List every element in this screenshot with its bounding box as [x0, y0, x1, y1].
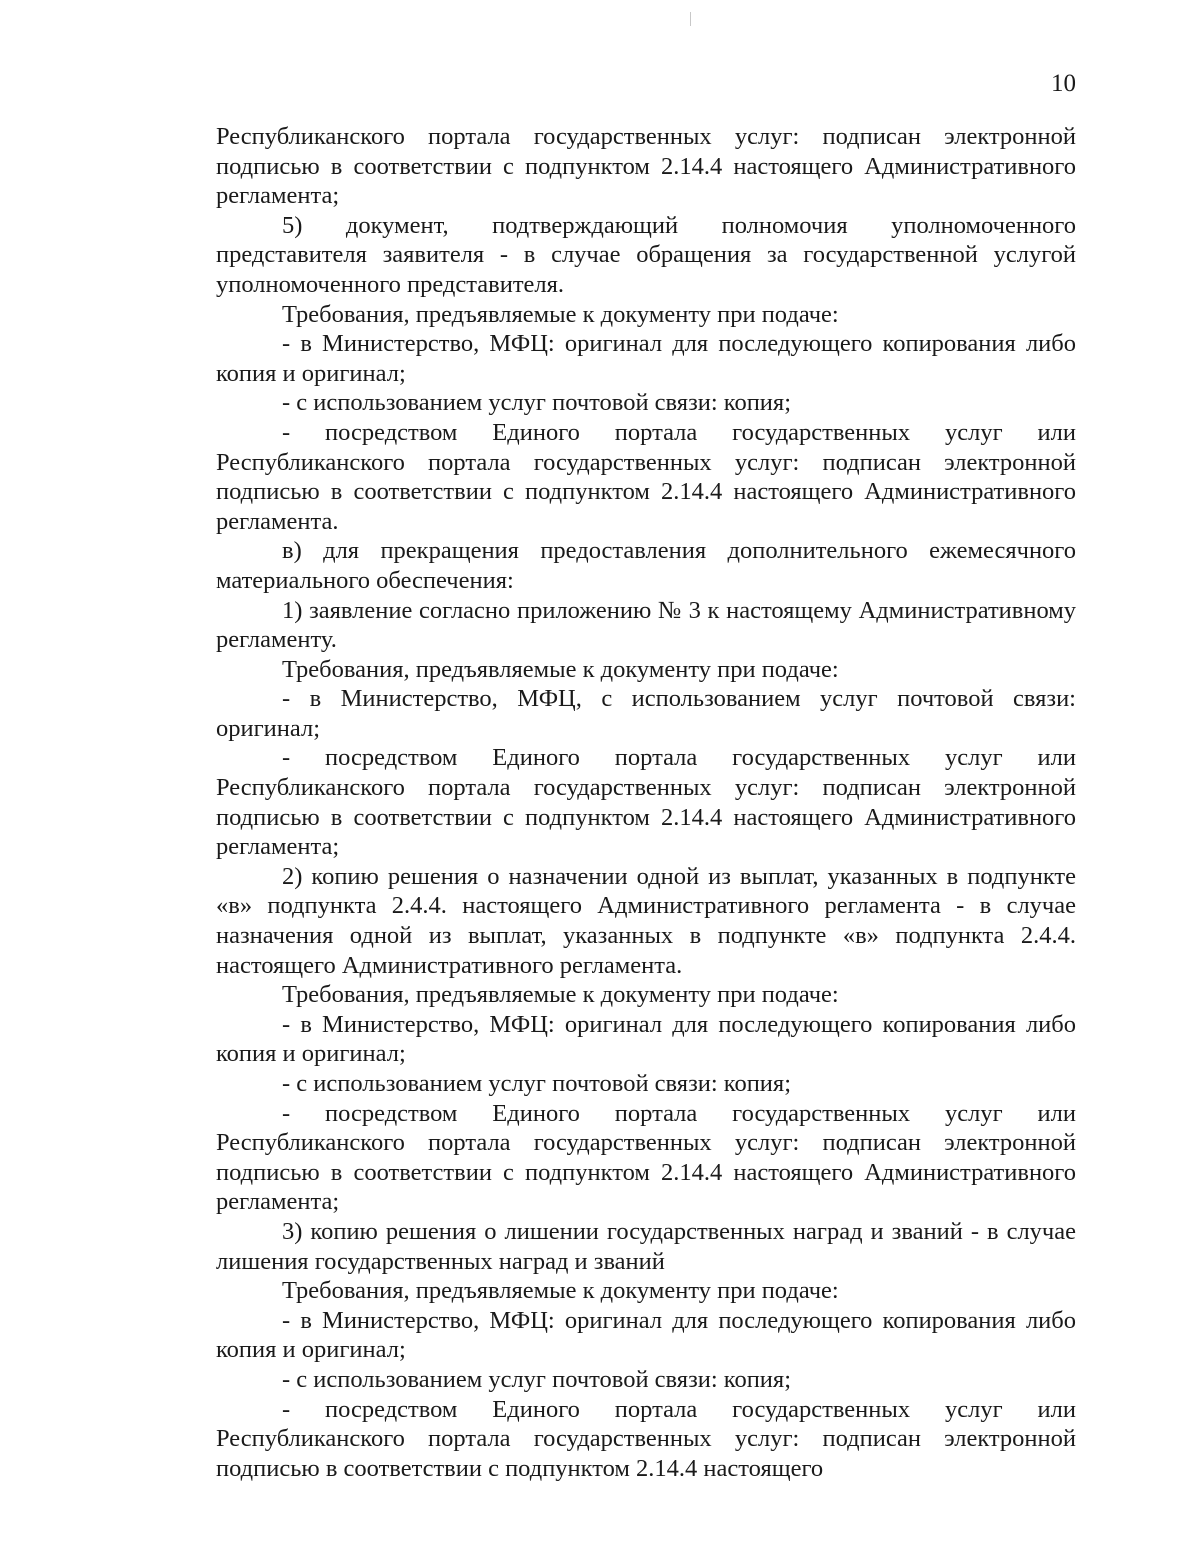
paragraph: 1) заявление согласно приложению № 3 к настоящему Административному регламенту.	[216, 596, 1076, 654]
paragraph: Требования, предъявляемые к документу при подаче:	[282, 1277, 839, 1305]
paragraph: - с использованием услуг почтовой связи: копия;	[282, 1365, 791, 1393]
paragraph: Требования, предъявляемые к документу при подаче:	[282, 981, 839, 1009]
paragraph: Требования, предъявляемые к документу при подаче:	[282, 300, 839, 328]
paragraph: в) для прекращения предоставления дополнительного ежемесячного материального обеспечения:	[216, 537, 1076, 594]
paragraph: - посредством Единого портала государственных услуг или Республиканского портала государственных услуг: подписан электронной подписью в соответствии с подпунктом 2.14.4 настоящего Административного регламента.	[216, 418, 1076, 535]
paragraph: - в Министерство, МФЦ, с использованием услуг почтовой связи: оригинал;	[216, 685, 1076, 742]
paragraph: - с использованием услуг почтовой связи: копия;	[282, 389, 791, 417]
paragraph: Республиканского портала государственных услуг: подписан электронной подписью в соответствии с подпунктом 2.14.4 настоящего Административного регламента;	[216, 123, 1076, 210]
page-number: 10	[1051, 70, 1076, 97]
paragraph: - с использованием услуг почтовой связи: копия;	[282, 1070, 791, 1097]
scan-artifact	[690, 12, 691, 26]
paragraph: - посредством Единого портала государственных услуг или Республиканского портала государственных услуг: подписан электронной подписью в соответствии с подпунктом 2.14.4 настоящего	[216, 1395, 1076, 1482]
paragraph: - в Министерство, МФЦ: оригинал для последующего копирования либо копия и оригинал;	[216, 1010, 1076, 1068]
paragraph: 3) копию решения о лишении государственных наград и званий - в случае лишения государственных наград и званий	[216, 1217, 1076, 1275]
paragraph: - в Министерство, МФЦ: оригинал для последующего копирования либо копия и оригинал;	[216, 330, 1076, 387]
paragraph: - посредством Единого портала государственных услуг или Республиканского портала государственных услуг: подписан электронной подписью в соответствии с подпунктом 2.14.4 настоящего Административного регламента;	[216, 744, 1076, 861]
document-body	[216, 122, 1076, 1483]
paragraph: - посредством Единого портала государственных услуг или Республиканского портала государственных услуг: подписан электронной подписью в соответствии с подпунктом 2.14.4 настоящего Административного регламента;	[216, 1099, 1076, 1216]
paragraph: 5) документ, подтверждающий полномочия уполномоченного представителя заявителя - в случае обращения за государственной услугой уполномоченного представителя.	[216, 211, 1076, 298]
paragraph: 2) копию решения о назначении одной из выплат, указанных в подпункте «в» подпункта 2.4.4. настоящего Административного регламента - в случае назначения одной из выплат, указанных в подпункте «в» подпункта 2.4.4. настоящего Административного регламента.	[216, 862, 1076, 979]
paragraph: - в Министерство, МФЦ: оригинал для последующего копирования либо копия и оригинал;	[216, 1306, 1076, 1364]
paragraph: Требования, предъявляемые к документу при подаче:	[282, 655, 839, 683]
